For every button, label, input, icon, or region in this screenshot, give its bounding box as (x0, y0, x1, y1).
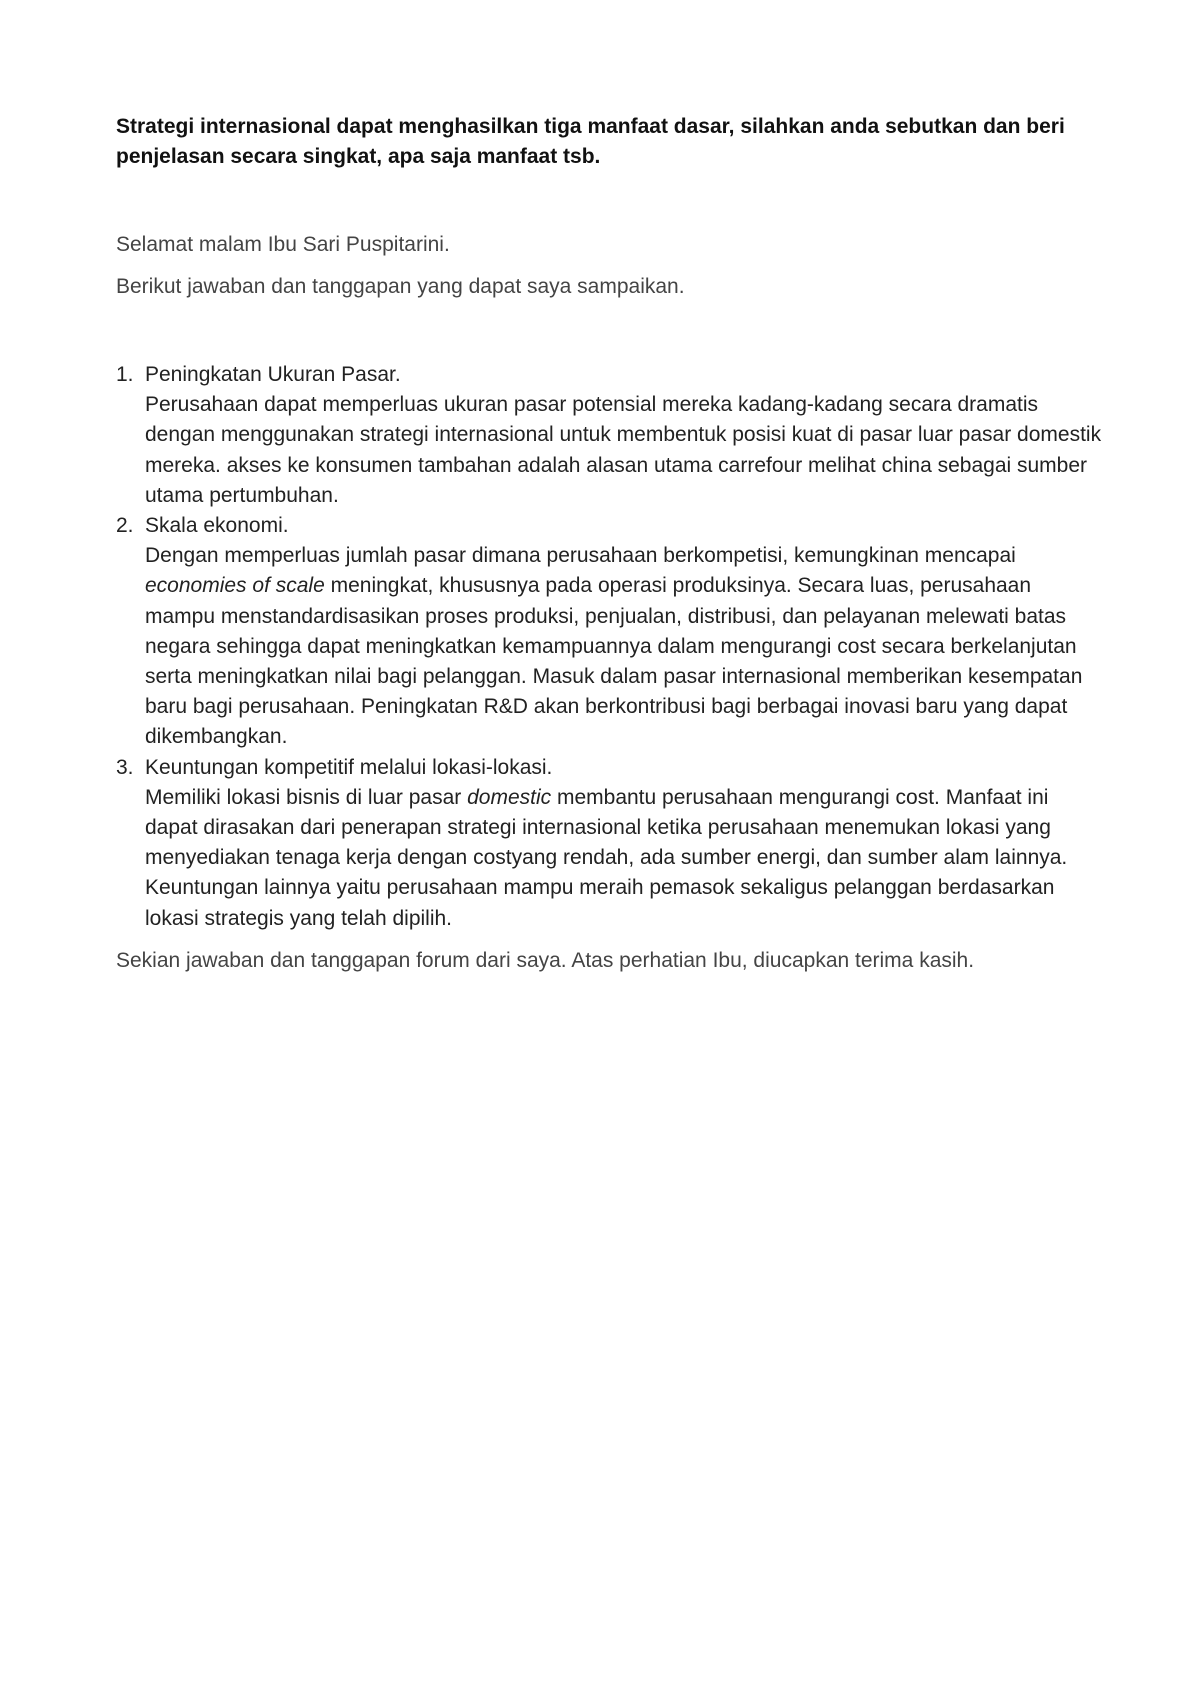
body-emphasis: economies of scale (145, 574, 325, 598)
list-item-number: 1. (116, 363, 134, 386)
body-text-after: membantu perusahaan mengurangi cost. Manfaat ini dapat dirasakan dari penerapan strategi internasional ketika perusahaan menemukan lokasi yang menyediakan tenaga kerja dengan costyang rendah, ada sumber energi, dan sumber alam lainnya. Keuntungan lainnya yaitu perusahaan mampu meraih pemasok sekaligus pelanggan berdasarkan lokasi strategis yang telah dipilih. (145, 785, 1068, 930)
list-item-number: 3. (116, 755, 134, 779)
list-item-content (145, 511, 1106, 753)
list-item-body (145, 541, 1106, 752)
list-item-number: 2. (116, 514, 134, 538)
body-text-before: Memiliki lokasi bisnis di luar pasar (145, 785, 468, 809)
list-item-title: Skala ekonomi. (145, 514, 289, 538)
greeting-text: Selamat malam Ibu Sari Puspitarini. (116, 233, 450, 256)
list-item-3 (116, 753, 1106, 934)
list-item-body: Perusahaan dapat memperluas ukuran pasar potensial mereka kadang-kadang secara dramatis dengan menggunakan strategi internasional untuk membentuk posisi kuat di pasar luar pasar domestik mereka. akses ke konsumen tambahan adalah alasan utama carrefour melihat china sebagai sumber utama pertumbuhan. (145, 393, 1102, 507)
list-item-2 (116, 511, 1106, 753)
question-heading: Strategi internasional dapat menghasilkan tiga manfaat dasar, silahkan anda sebutkan dan beri penjelasan secara singkat, apa saja manfaat tsb. (116, 115, 1065, 168)
body-text-after: meningkat, khususnya pada operasi produksinya. Secara luas, perusahaan mampu menstandardisasikan proses produksi, penjualan, distribusi, dan pelayanan melewati batas negara sehingga dapat meningkatkan kemampuannya dalam mengurangi cost secara berkelanjutan serta meningkatkan nilai bagi pelanggan. Masuk dalam pasar internasional memberikan kesempatan baru bagi perusahaan. Peningkatan R&D akan berkontribusi bagi berbagai inovasi baru yang dapat dikembangkan. (145, 574, 1083, 749)
body-text-before: Dengan memperluas jumlah pasar dimana perusahaan berkompetisi, kemungkinan mencapai (145, 544, 1016, 568)
list-item-1 (116, 360, 1106, 511)
list-item-title: Peningkatan Ukuran Pasar. (145, 363, 401, 386)
list-item-body (145, 783, 1106, 934)
answer-list (116, 360, 1106, 934)
list-item-content (145, 753, 1106, 934)
document-page (116, 112, 1106, 997)
list-item-title: Keuntungan kompetitif melalui lokasi-lokasi. (145, 755, 553, 779)
list-item-content (145, 360, 1106, 511)
closing-text: Sekian jawaban dan tanggapan forum dari saya. Atas perhatian Ibu, diucapkan terima kasih. (116, 948, 975, 972)
body-emphasis: domestic (467, 785, 552, 809)
intro-text: Berikut jawaban dan tanggapan yang dapat saya sampaikan. (116, 275, 685, 298)
